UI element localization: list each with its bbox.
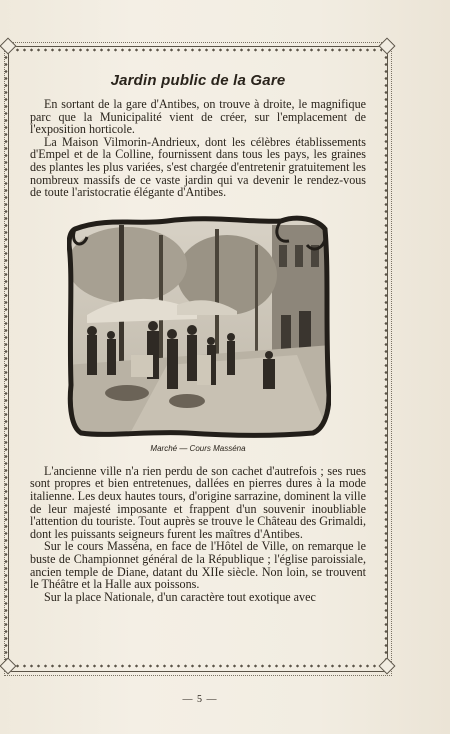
market-photo-illustration — [67, 215, 331, 439]
article-title: Jardin public de la Gare — [110, 72, 286, 89]
market-photo — [67, 215, 331, 439]
paragraph: En sortant de la gare d'Antibes, on trouve à droite, le magnifique parc que la Municipalité vient de créer, sur l'emplacement de l'exposition horticole. — [30, 97, 366, 137]
page-number: — 5 — — [182, 694, 218, 705]
left-ornament — [3, 54, 9, 662]
paragraph: Sur la place Nationale, d'un caractère tout exotique avec — [44, 589, 316, 604]
paragraph: La Maison Vilmorin-Andrieux, dont les célèbres établissements d'Empel et de la Colline, fournissent dans tous les pays, les graines des plantes les plus variées, s'est chargée d'entretenir gratuitement les nombreux massifs de ce vaste jardin qui va devenir le rendez-vous de toute l'aristocratie élégante d'Antibes. — [30, 134, 366, 200]
right-ornament — [383, 54, 389, 662]
article — [30, 72, 366, 603]
paragraph: L'ancienne ville n'a rien perdu de son cachet d'autrefois ; ses rues sont propres et bien entretenues, dallées en pierres dures à la mode italienne. Les deux hautes tours, d'origine sarrazine, dominent la ville de leur majesté imposante et frappent d'un souvenir inoubliable l'attention du touriste. Tout auprès se trouve le Château des Grimaldi, dont les puissants seigneurs furent les maîtres d'Antibes. — [30, 463, 366, 541]
photo-caption: Marché — Cours Masséna — [150, 443, 246, 453]
top-ornament — [14, 47, 382, 53]
bottom-ornament — [14, 663, 382, 669]
paragraph: Sur le cours Masséna, en face de l'Hôtel de Ville, on remarque le buste de Championnet général de la République ; l'église paroissiale, ancien temple de Diane, datant du XIIe siècle. Non loin, se trouvent le Théâtre et la Halle aux poissons. — [30, 539, 366, 592]
